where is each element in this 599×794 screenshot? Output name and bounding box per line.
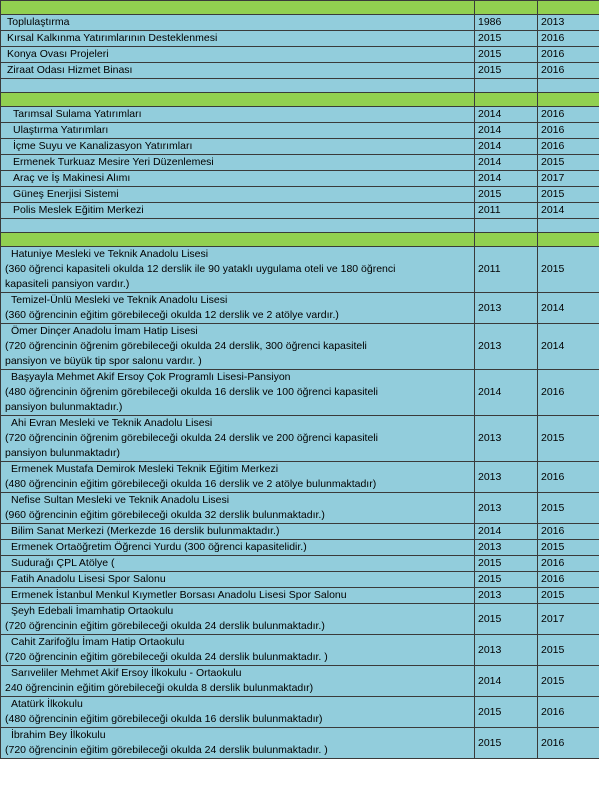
start-year: 2015	[475, 187, 538, 203]
project-name: İçme Suyu ve Kanalizasyon Yatırımları	[1, 139, 475, 155]
start-year: 2014	[475, 107, 538, 123]
end-year: 2014	[538, 324, 599, 370]
project-cell	[1, 666, 475, 697]
start-year: 2014	[475, 123, 538, 139]
table-row	[1, 123, 599, 139]
project-cell	[1, 524, 475, 540]
table-row	[1, 293, 599, 324]
project-description: 240 öğrencinin eğitim görebileceği okulda 8 derslik bulunmaktadır)	[5, 682, 314, 694]
project-name: Ömer Dinçer Anadolu İmam Hatip Lisesi	[11, 325, 198, 337]
start-year: 2015	[475, 604, 538, 635]
project-cell	[1, 462, 475, 493]
project-description: (480 öğrencinin eğitim görebileceği okulda 16 derslik ve 2 atölye bulunmaktadır)	[5, 478, 377, 490]
project-description: (480 öğrencinin eğitim görebileceği okulda 16 derslik bulunmaktadır)	[5, 713, 323, 725]
start-year: 2014	[475, 171, 538, 187]
table-row	[1, 107, 599, 123]
project-description: (720 öğrencinin eğitim görebileceği okulda 24 derslik bulunmaktadır. )	[5, 651, 328, 663]
project-name: Atatürk İlkokulu	[11, 698, 83, 710]
project-name: Nefise Sultan Mesleki ve Teknik Anadolu Lisesi	[11, 494, 230, 506]
empty-cell	[475, 219, 538, 233]
table-row	[1, 556, 599, 572]
table-row	[1, 604, 599, 635]
table-row	[1, 370, 599, 416]
empty-cell	[1, 79, 475, 93]
table-row	[1, 63, 599, 79]
project-cell	[1, 588, 475, 604]
start-year: 2014	[475, 139, 538, 155]
project-name: Konya Ovası Projeleri	[1, 47, 475, 63]
table-row	[1, 203, 599, 219]
end-year: 2017	[538, 604, 599, 635]
table-row	[1, 171, 599, 187]
start-year: 2015	[475, 556, 538, 572]
section-header	[1, 1, 599, 15]
project-name: Toplulaştırma	[1, 15, 475, 31]
project-description: (360 öğrenci kapasiteli okulda 12 derslik ile 90 yataklı uygulama oteli ve 180 öğrenci	[5, 263, 396, 275]
spacer-row	[1, 79, 599, 93]
empty-cell	[1, 1, 475, 15]
end-year: 2015	[538, 155, 599, 171]
project-cell	[1, 635, 475, 666]
start-year: 2013	[475, 416, 538, 462]
empty-cell	[475, 93, 538, 107]
start-year: 2013	[475, 493, 538, 524]
table-row	[1, 728, 599, 759]
table-row	[1, 588, 599, 604]
start-year: 2015	[475, 31, 538, 47]
project-cell	[1, 556, 475, 572]
end-year: 2016	[538, 107, 599, 123]
start-year: 2013	[475, 324, 538, 370]
start-year: 2011	[475, 247, 538, 293]
project-description: (960 öğrencinin eğitim görebileceği okulda 32 derslik bulunmaktadır.)	[5, 509, 325, 521]
end-year: 2016	[538, 572, 599, 588]
project-name: Şeyh Edebali İmamhatip Ortaokulu	[11, 605, 174, 617]
start-year: 2014	[475, 524, 538, 540]
project-description: pansiyon bulunmaktadır.)	[5, 401, 123, 413]
project-name: Ermenek Turkuaz Mesire Yeri Düzenlemesi	[1, 155, 475, 171]
end-year: 2016	[538, 139, 599, 155]
project-name: Ermenek Ortaöğretim Öğrenci Yurdu (300 öğrenci kapasitelidir.)	[11, 541, 307, 553]
project-name: Ermenek Mustafa Demirok Mesleki Teknik Eğitim Merkezi	[11, 463, 279, 475]
project-description: kapasiteli pansiyon vardır.)	[5, 278, 130, 290]
project-name: Ziraat Odası Hizmet Binası	[1, 63, 475, 79]
start-year: 2014	[475, 155, 538, 171]
project-name: Hatuniye Mesleki ve Teknik Anadolu Lisesi	[11, 248, 209, 260]
start-year: 2015	[475, 728, 538, 759]
end-year: 2014	[538, 203, 599, 219]
section-header	[1, 93, 599, 107]
project-description: pansiyon ve büyük tip spor salonu vardır. )	[5, 355, 202, 367]
project-description: (720 öğrencinin eğitim görebileceği okulda 24 derslik bulunmaktadır. )	[5, 744, 328, 756]
project-name: Ermenek İstanbul Menkul Kıymetler Borsası Anadolu Lisesi Spor Salonu	[11, 589, 347, 601]
project-cell	[1, 728, 475, 759]
project-cell	[1, 416, 475, 462]
project-description: (720 öğrencinin eğitim görebileceği okulda 24 derslik bulunmaktadır.)	[5, 620, 325, 632]
end-year: 2015	[538, 247, 599, 293]
project-name: Tarımsal Sulama Yatırımları	[1, 107, 475, 123]
end-year: 2016	[538, 697, 599, 728]
table-row	[1, 416, 599, 462]
start-year: 1986	[475, 15, 538, 31]
table-row	[1, 187, 599, 203]
table-row	[1, 324, 599, 370]
start-year: 2013	[475, 462, 538, 493]
project-description: (360 öğrencinin eğitim görebileceği okulda 12 derslik ve 2 atölye vardır.)	[5, 309, 339, 321]
end-year: 2015	[538, 493, 599, 524]
empty-cell	[475, 233, 538, 247]
end-year: 2016	[538, 123, 599, 139]
project-description: pansiyon bulunmaktadır)	[5, 447, 120, 459]
end-year: 2016	[538, 47, 599, 63]
project-description: (480 öğrencinin öğrenim görebileceği okulda 16 derslik ve 100 öğrenci kapasiteli	[5, 386, 378, 398]
spacer-row	[1, 219, 599, 233]
end-year: 2015	[538, 635, 599, 666]
start-year: 2014	[475, 370, 538, 416]
project-cell	[1, 247, 475, 293]
start-year: 2014	[475, 666, 538, 697]
table-row	[1, 247, 599, 293]
section-header	[1, 233, 599, 247]
end-year: 2014	[538, 293, 599, 324]
start-year: 2013	[475, 540, 538, 556]
start-year: 2011	[475, 203, 538, 219]
project-name: Bilim Sanat Merkezi (Merkezde 16 derslik bulunmaktadır.)	[11, 525, 280, 537]
empty-cell	[538, 233, 599, 247]
project-cell	[1, 604, 475, 635]
project-cell	[1, 540, 475, 556]
empty-cell	[475, 79, 538, 93]
project-cell	[1, 493, 475, 524]
project-name: Kırsal Kalkınma Yatırımlarının Desteklenmesi	[1, 31, 475, 47]
end-year: 2016	[538, 370, 599, 416]
project-cell	[1, 293, 475, 324]
end-year: 2015	[538, 588, 599, 604]
project-cell	[1, 324, 475, 370]
table-row	[1, 47, 599, 63]
project-name: Temizel-Ünlü Mesleki ve Teknik Anadolu Lisesi	[11, 294, 228, 306]
empty-cell	[475, 1, 538, 15]
project-cell	[1, 572, 475, 588]
project-description: (720 öğrencinin öğrenim görebileceği okulda 24 derslik ve 200 öğrenci kapasiteli	[5, 432, 378, 444]
project-name: Başyayla Mehmet Akif Ersoy Çok Programlı Lisesi-Pansiyon	[11, 371, 291, 383]
project-name: Güneş Enerjisi Sistemi	[1, 187, 475, 203]
empty-cell	[1, 233, 475, 247]
project-name: Cahit Zarifoğlu İmam Hatip Ortaokulu	[11, 636, 185, 648]
project-cell	[1, 370, 475, 416]
table-row	[1, 697, 599, 728]
project-name: Polis Meslek Eğitim Merkezi	[1, 203, 475, 219]
table-row	[1, 493, 599, 524]
table-row	[1, 572, 599, 588]
start-year: 2013	[475, 635, 538, 666]
table-row	[1, 139, 599, 155]
start-year: 2015	[475, 47, 538, 63]
table-row	[1, 462, 599, 493]
end-year: 2015	[538, 187, 599, 203]
table-row	[1, 635, 599, 666]
end-year: 2017	[538, 171, 599, 187]
table-row	[1, 15, 599, 31]
table-row	[1, 666, 599, 697]
empty-cell	[1, 93, 475, 107]
start-year: 2015	[475, 697, 538, 728]
end-year: 2013	[538, 15, 599, 31]
project-name: Ahi Evran Mesleki ve Teknik Anadolu Lisesi	[11, 417, 213, 429]
project-description: (720 öğrencinin öğrenim görebileceği okulda 24 derslik, 300 öğrenci kapasiteli	[5, 340, 367, 352]
project-name: Araç ve İş Makinesi Alımı	[1, 171, 475, 187]
project-name: İbrahim Bey İlkokulu	[11, 729, 106, 741]
project-name: Fatih Anadolu Lisesi Spor Salonu	[11, 573, 166, 585]
end-year: 2016	[538, 63, 599, 79]
empty-cell	[538, 93, 599, 107]
end-year: 2016	[538, 556, 599, 572]
table-row	[1, 524, 599, 540]
start-year: 2015	[475, 572, 538, 588]
start-year: 2015	[475, 63, 538, 79]
end-year: 2016	[538, 31, 599, 47]
empty-cell	[1, 219, 475, 233]
table-row	[1, 540, 599, 556]
empty-cell	[538, 79, 599, 93]
end-year: 2016	[538, 728, 599, 759]
empty-cell	[538, 219, 599, 233]
end-year: 2015	[538, 540, 599, 556]
empty-cell	[538, 1, 599, 15]
project-cell	[1, 697, 475, 728]
end-year: 2015	[538, 416, 599, 462]
end-year: 2015	[538, 666, 599, 697]
table-row	[1, 155, 599, 171]
project-name: Sarıveliler Mehmet Akif Ersoy İlkokulu - Ortaokulu	[11, 667, 242, 679]
start-year: 2013	[475, 588, 538, 604]
project-name: Sudurağı ÇPL Atölye (	[11, 557, 115, 569]
project-name: Ulaştırma Yatırımları	[1, 123, 475, 139]
start-year: 2013	[475, 293, 538, 324]
end-year: 2016	[538, 462, 599, 493]
end-year: 2016	[538, 524, 599, 540]
table-row	[1, 31, 599, 47]
